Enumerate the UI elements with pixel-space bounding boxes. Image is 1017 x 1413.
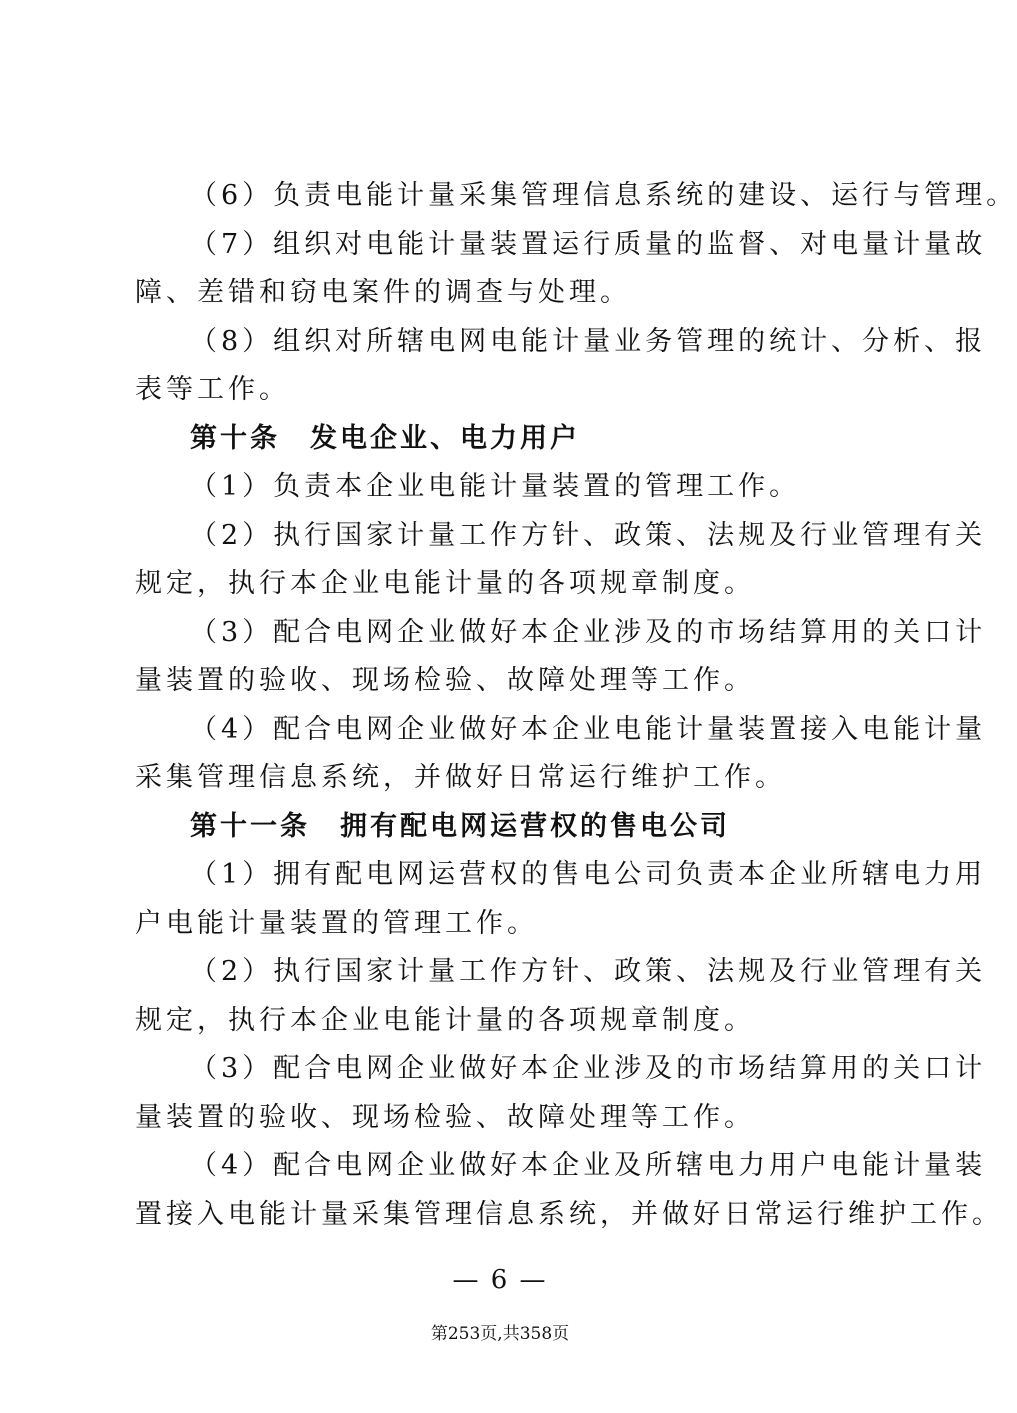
paragraph-line: 量装置的验收、现场检验、故障处理等工作。 [135,665,755,696]
paragraph-line: （6）负责电能计量采集管理信息系统的建设、运行与管理。 [190,180,1017,211]
paragraph-line: （3）配合电网企业做好本企业涉及的市场结算用的关口计 [190,617,987,648]
paragraph-line: 障、差错和窃电案件的调查与处理。 [135,277,631,308]
paragraph-line: 量装置的验收、现场检验、故障处理等工作。 [135,1102,755,1133]
paragraph-line: （3）配合电网企业做好本企业涉及的市场结算用的关口计 [190,1053,987,1084]
paragraph-line: （4）配合电网企业做好本企业及所辖电力用户电能计量装 [190,1150,987,1181]
paragraph-line: （2）执行国家计量工作方针、政策、法规及行业管理有关 [190,520,987,551]
paragraph-line: 规定，执行本企业电能计量的各项规章制度。 [135,1005,755,1036]
paragraph-line: （4）配合电网企业做好本企业电能计量装置接入电能计量 [190,714,987,745]
paragraph-line: （2）执行国家计量工作方针、政策、法规及行业管理有关 [190,956,987,987]
paragraph-line: 规定，执行本企业电能计量的各项规章制度。 [135,568,755,599]
paragraph-line: （8）组织对所辖电网电能计量业务管理的统计、分析、报 [190,326,987,357]
article-heading: 第十一条 拥有配电网运营权的售电公司 [190,811,730,842]
paragraph-line: 表等工作。 [135,374,290,405]
paragraph-line: 置接入电能计量采集管理信息系统，并做好日常运行维护工作。 [135,1199,1003,1230]
paragraph-line: 户电能计量装置的管理工作。 [135,908,538,939]
paragraph-line: （1）拥有配电网运营权的售电公司负责本企业所辖电力用 [190,859,987,890]
paragraph-line: （7）组织对电能计量装置运行质量的监督、对电量计量故 [190,229,987,260]
article-heading: 第十条 发电企业、电力用户 [190,423,580,454]
paragraph-line: 采集管理信息系统，并做好日常运行维护工作。 [135,762,786,793]
page-counter: 第253页,共358页 [430,1324,570,1344]
paragraph-line: （1）负责本企业电能计量装置的管理工作。 [190,471,801,502]
page-number: — 6 — [452,1265,548,1295]
